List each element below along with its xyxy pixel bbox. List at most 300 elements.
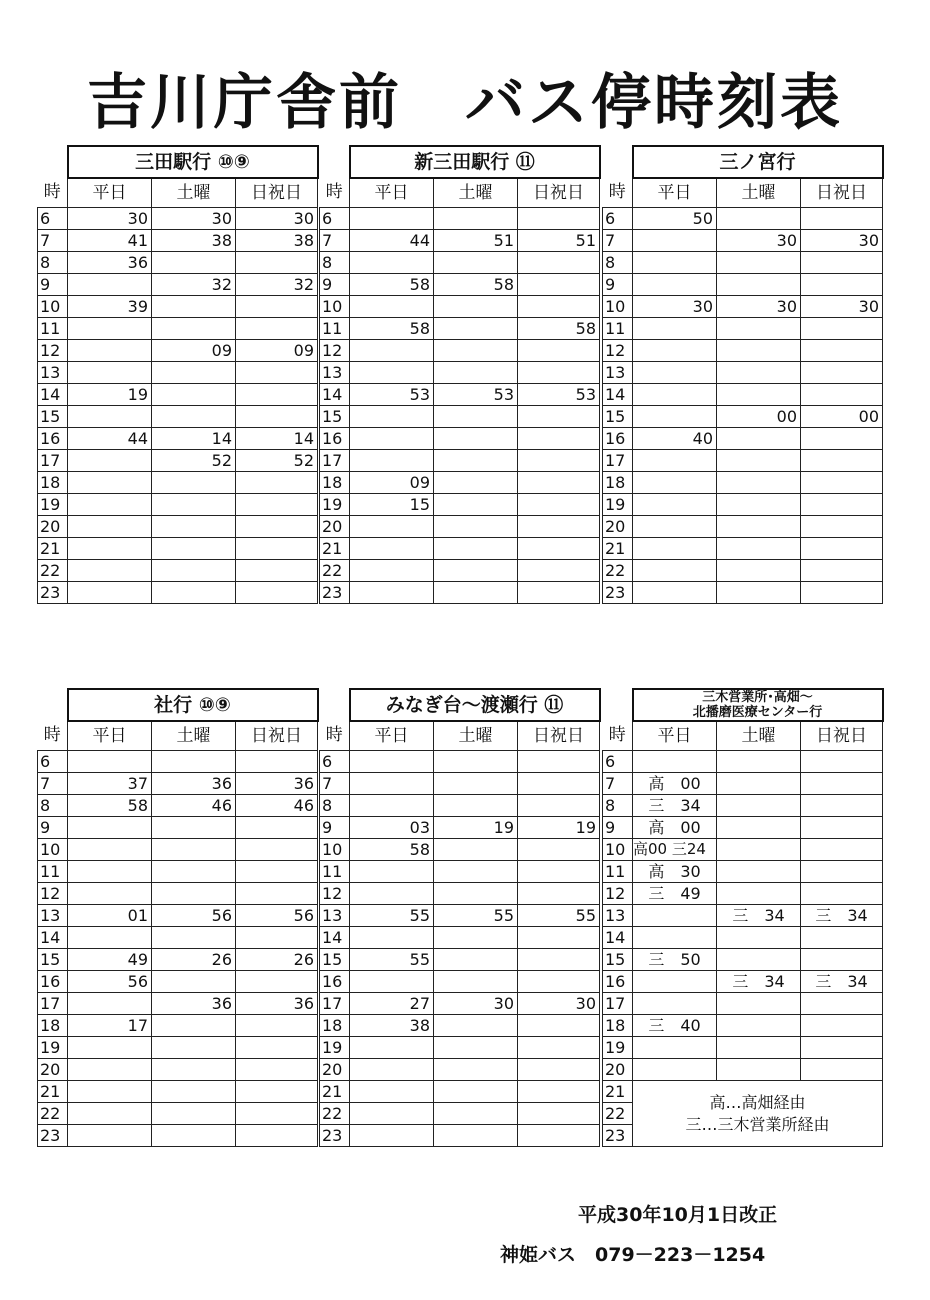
hour-row — [38, 582, 318, 604]
departure-minute — [518, 428, 600, 450]
departure-minute: 30 — [801, 296, 883, 318]
hour-cell: 8 — [38, 795, 68, 817]
hour-row — [603, 1081, 883, 1103]
departure-minute — [68, 362, 152, 384]
hour-cell: 8 — [320, 252, 350, 274]
departure-minute — [633, 905, 717, 927]
departure-minute — [434, 1015, 518, 1037]
departure-minute — [434, 751, 518, 773]
hour-row — [320, 1059, 600, 1081]
departure-minute — [152, 927, 236, 949]
departure-minute — [152, 494, 236, 516]
hour-row — [38, 971, 318, 993]
departure-minute: 58 — [68, 795, 152, 817]
departure-minute — [633, 450, 717, 472]
departure-minute — [801, 839, 883, 861]
departure-minute — [434, 472, 518, 494]
hour-row — [320, 406, 600, 428]
hour-cell: 16 — [603, 428, 633, 450]
departure-minute — [434, 883, 518, 905]
departure-minute — [633, 340, 717, 362]
departure-minute — [434, 773, 518, 795]
departure-minute — [801, 883, 883, 905]
departure-minute — [801, 861, 883, 883]
hour-row — [320, 340, 600, 362]
hour-row — [38, 905, 318, 927]
departure-minute: 58 — [350, 839, 434, 861]
departure-minute — [152, 362, 236, 384]
hour-cell: 12 — [320, 883, 350, 905]
departure-minute: 27 — [350, 993, 434, 1015]
departure-minute — [633, 582, 717, 604]
departure-minute: 38 — [236, 230, 318, 252]
departure-minute — [434, 582, 518, 604]
departure-minute — [236, 1125, 318, 1147]
departure-minute — [236, 516, 318, 538]
departure-minute: 55 — [434, 905, 518, 927]
departure-minute — [350, 1103, 434, 1125]
departure-minute — [236, 560, 318, 582]
hour-cell: 20 — [603, 516, 633, 538]
departure-minute — [717, 1015, 801, 1037]
blank-cell — [603, 146, 633, 178]
hour-cell: 18 — [38, 1015, 68, 1037]
departure-minute — [717, 450, 801, 472]
departure-minute — [434, 362, 518, 384]
day-header: 平日 — [350, 178, 434, 208]
departure-minute — [801, 1015, 883, 1037]
departure-minute — [801, 516, 883, 538]
hour-cell: 17 — [603, 450, 633, 472]
hour-row — [38, 949, 318, 971]
departure-minute: 49 — [68, 949, 152, 971]
departure-minute — [236, 296, 318, 318]
hour-row — [38, 472, 318, 494]
hour-cell: 9 — [603, 817, 633, 839]
hour-cell: 6 — [603, 208, 633, 230]
departure-minute — [717, 927, 801, 949]
hour-cell: 8 — [603, 252, 633, 274]
blank-cell — [320, 689, 350, 721]
departure-minute — [434, 1081, 518, 1103]
hour-header: 時 — [603, 721, 633, 751]
departure-minute — [68, 751, 152, 773]
hour-cell: 9 — [38, 274, 68, 296]
hour-row — [38, 927, 318, 949]
hour-row — [603, 538, 883, 560]
departure-minute: 58 — [518, 318, 600, 340]
hour-cell: 6 — [320, 208, 350, 230]
hour-row — [38, 817, 318, 839]
hour-cell: 12 — [320, 340, 350, 362]
day-header: 日祝日 — [801, 721, 883, 751]
departure-minute — [518, 582, 600, 604]
day-header: 日祝日 — [236, 178, 318, 208]
departure-minute — [152, 861, 236, 883]
hour-row — [320, 817, 600, 839]
hour-cell: 21 — [38, 1081, 68, 1103]
hour-row — [320, 883, 600, 905]
day-header: 平日 — [68, 178, 152, 208]
hour-row — [320, 274, 600, 296]
departure-minute — [518, 1015, 600, 1037]
departure-minute: 38 — [350, 1015, 434, 1037]
hour-row — [38, 362, 318, 384]
hour-row — [38, 1103, 318, 1125]
departure-minute: 58 — [434, 274, 518, 296]
departure-minute — [68, 883, 152, 905]
hour-row — [38, 839, 318, 861]
hour-cell: 12 — [38, 340, 68, 362]
route-title: みなぎ台～渡瀬行 ⑪ — [350, 689, 600, 721]
departure-minute — [801, 927, 883, 949]
departure-minute — [717, 428, 801, 450]
hour-row — [320, 773, 600, 795]
hour-cell: 17 — [603, 993, 633, 1015]
hour-cell: 20 — [38, 516, 68, 538]
departure-minute — [350, 971, 434, 993]
departure-minute: 36 — [152, 993, 236, 1015]
departure-minute: 15 — [350, 494, 434, 516]
departure-minute — [68, 993, 152, 1015]
departure-minute — [518, 751, 600, 773]
departure-minute — [236, 538, 318, 560]
departure-minute — [518, 472, 600, 494]
hour-cell: 15 — [38, 406, 68, 428]
departure-minute — [68, 839, 152, 861]
departure-minute — [717, 252, 801, 274]
departure-minute: 52 — [236, 450, 318, 472]
departure-minute — [350, 1081, 434, 1103]
hour-row — [320, 949, 600, 971]
departure-minute — [236, 494, 318, 516]
hour-row — [603, 883, 883, 905]
day-header: 土曜 — [152, 178, 236, 208]
departure-minute — [350, 751, 434, 773]
day-header: 平日 — [633, 178, 717, 208]
departure-minute: 37 — [68, 773, 152, 795]
hour-cell: 19 — [320, 494, 350, 516]
departure-minute — [633, 1037, 717, 1059]
hour-cell: 18 — [603, 1015, 633, 1037]
route-title: 新三田駅行 ⑪ — [350, 146, 600, 178]
hour-row — [603, 971, 883, 993]
departure-minute — [717, 362, 801, 384]
hour-cell: 11 — [320, 861, 350, 883]
hour-cell: 11 — [603, 318, 633, 340]
hour-row — [38, 538, 318, 560]
hour-cell: 22 — [38, 1103, 68, 1125]
departure-minute — [350, 582, 434, 604]
hour-row — [320, 428, 600, 450]
departure-minute — [717, 560, 801, 582]
departure-minute — [350, 296, 434, 318]
departure-minute: 30 — [717, 230, 801, 252]
departure-minute: 56 — [236, 905, 318, 927]
hour-row — [38, 406, 318, 428]
departure-minute — [68, 494, 152, 516]
departure-minute — [236, 839, 318, 861]
hour-row — [320, 971, 600, 993]
departure-minute — [434, 428, 518, 450]
departure-minute — [801, 560, 883, 582]
departure-minute: 46 — [152, 795, 236, 817]
departure-minute — [68, 1059, 152, 1081]
hour-row — [320, 296, 600, 318]
hour-cell: 7 — [38, 773, 68, 795]
departure-minute: 30 — [801, 230, 883, 252]
hour-cell: 14 — [603, 384, 633, 406]
departure-minute: 01 — [68, 905, 152, 927]
departure-minute — [152, 1125, 236, 1147]
departure-minute — [801, 450, 883, 472]
hour-cell: 23 — [320, 582, 350, 604]
hour-cell: 16 — [38, 428, 68, 450]
departure-minute — [518, 1059, 600, 1081]
departure-minute — [717, 516, 801, 538]
departure-minute — [152, 252, 236, 274]
departure-minute — [717, 582, 801, 604]
hour-row — [38, 751, 318, 773]
departure-minute — [152, 1059, 236, 1081]
departure-minute — [152, 839, 236, 861]
hour-row — [603, 1059, 883, 1081]
departure-minute: 50 — [633, 208, 717, 230]
hour-row — [320, 516, 600, 538]
departure-minute: 44 — [350, 230, 434, 252]
hour-cell: 21 — [603, 538, 633, 560]
hour-row — [38, 318, 318, 340]
legend-box — [633, 1081, 883, 1147]
timetable-6 — [602, 688, 884, 1147]
departure-minute — [518, 208, 600, 230]
departure-minute — [68, 406, 152, 428]
departure-minute: 26 — [236, 949, 318, 971]
day-header: 日祝日 — [518, 721, 600, 751]
hour-row — [603, 340, 883, 362]
departure-minute — [633, 516, 717, 538]
departure-minute — [350, 428, 434, 450]
departure-minute — [717, 1037, 801, 1059]
departure-minute — [801, 1037, 883, 1059]
departure-minute: 52 — [152, 450, 236, 472]
departure-minute: 14 — [236, 428, 318, 450]
departure-minute — [633, 560, 717, 582]
departure-minute — [717, 839, 801, 861]
day-header: 日祝日 — [236, 721, 318, 751]
blank-cell — [320, 146, 350, 178]
departure-minute — [717, 883, 801, 905]
departure-minute — [236, 751, 318, 773]
departure-minute — [717, 751, 801, 773]
hour-row — [320, 472, 600, 494]
departure-minute: 56 — [68, 971, 152, 993]
hour-cell: 23 — [603, 1125, 633, 1147]
departure-minute — [152, 1081, 236, 1103]
departure-minute: 高 00 — [633, 817, 717, 839]
hour-cell: 9 — [320, 817, 350, 839]
hour-row — [38, 296, 318, 318]
departure-minute — [518, 1037, 600, 1059]
hour-row — [320, 1103, 600, 1125]
departure-minute — [717, 861, 801, 883]
blank-cell — [38, 689, 68, 721]
hour-row — [38, 450, 318, 472]
departure-minute — [518, 274, 600, 296]
departure-minute — [801, 1059, 883, 1081]
hour-cell: 19 — [38, 494, 68, 516]
departure-minute — [236, 927, 318, 949]
timetable-3 — [602, 145, 884, 604]
hour-row — [320, 839, 600, 861]
departure-minute — [717, 384, 801, 406]
departure-minute — [350, 516, 434, 538]
departure-minute: 30 — [518, 993, 600, 1015]
day-header: 土曜 — [434, 721, 518, 751]
departure-minute — [350, 560, 434, 582]
departure-minute — [518, 861, 600, 883]
departure-minute: 36 — [236, 773, 318, 795]
departure-minute — [717, 773, 801, 795]
hour-row — [38, 230, 318, 252]
departure-minute — [152, 1037, 236, 1059]
hour-cell: 14 — [320, 384, 350, 406]
hour-cell: 16 — [603, 971, 633, 993]
hour-row — [603, 949, 883, 971]
departure-minute: 09 — [152, 340, 236, 362]
departure-minute — [434, 795, 518, 817]
hour-cell: 10 — [320, 839, 350, 861]
hour-row — [603, 252, 883, 274]
departure-minute — [801, 817, 883, 839]
departure-minute: 51 — [518, 230, 600, 252]
departure-minute: 41 — [68, 230, 152, 252]
hour-cell: 6 — [320, 751, 350, 773]
departure-minute — [518, 362, 600, 384]
hour-row — [603, 208, 883, 230]
departure-minute — [434, 340, 518, 362]
departure-minute: 26 — [152, 949, 236, 971]
departure-minute — [434, 208, 518, 230]
departure-minute — [68, 1125, 152, 1147]
hour-row — [603, 560, 883, 582]
departure-minute — [518, 773, 600, 795]
departure-minute — [801, 362, 883, 384]
departure-minute — [350, 538, 434, 560]
departure-minute — [434, 252, 518, 274]
departure-minute — [434, 450, 518, 472]
hour-row — [603, 494, 883, 516]
hour-row — [38, 340, 318, 362]
departure-minute — [350, 1037, 434, 1059]
departure-minute — [518, 494, 600, 516]
hour-cell: 6 — [38, 751, 68, 773]
hour-row — [320, 861, 600, 883]
day-header: 日祝日 — [801, 178, 883, 208]
departure-minute — [68, 340, 152, 362]
hour-cell: 16 — [320, 428, 350, 450]
departure-minute — [801, 582, 883, 604]
departure-minute — [717, 472, 801, 494]
departure-minute: 38 — [152, 230, 236, 252]
hour-cell: 13 — [38, 362, 68, 384]
hour-cell: 18 — [603, 472, 633, 494]
departure-minute — [633, 538, 717, 560]
departure-minute — [350, 927, 434, 949]
departure-minute: 三 49 — [633, 883, 717, 905]
timetable-2 — [319, 145, 601, 604]
departure-minute: 51 — [434, 230, 518, 252]
departure-minute — [68, 450, 152, 472]
hour-cell: 15 — [603, 406, 633, 428]
hour-cell: 11 — [38, 861, 68, 883]
hour-row — [320, 318, 600, 340]
departure-minute — [236, 472, 318, 494]
hour-row — [603, 384, 883, 406]
hour-row — [38, 516, 318, 538]
hour-header: 時 — [603, 178, 633, 208]
departure-minute — [434, 538, 518, 560]
hour-row — [320, 252, 600, 274]
departure-minute — [350, 861, 434, 883]
hour-row — [38, 274, 318, 296]
departure-minute — [350, 883, 434, 905]
departure-minute — [633, 751, 717, 773]
departure-minute — [633, 494, 717, 516]
blank-cell — [38, 146, 68, 178]
hour-cell: 13 — [603, 905, 633, 927]
departure-minute — [236, 817, 318, 839]
departure-minute: 三 34 — [633, 795, 717, 817]
departure-minute — [518, 795, 600, 817]
hour-cell: 7 — [38, 230, 68, 252]
hour-header: 時 — [320, 721, 350, 751]
departure-minute: 55 — [350, 949, 434, 971]
departure-minute — [350, 340, 434, 362]
hour-row — [320, 905, 600, 927]
hour-cell: 8 — [603, 795, 633, 817]
departure-minute: 19 — [518, 817, 600, 839]
departure-minute — [518, 949, 600, 971]
blank-cell — [603, 689, 633, 721]
departure-minute — [801, 751, 883, 773]
departure-minute — [518, 516, 600, 538]
hour-row — [38, 1037, 318, 1059]
departure-minute — [518, 252, 600, 274]
departure-minute — [236, 861, 318, 883]
departure-minute: 46 — [236, 795, 318, 817]
departure-minute — [518, 1125, 600, 1147]
hour-row — [320, 230, 600, 252]
departure-minute — [152, 560, 236, 582]
departure-minute — [350, 1125, 434, 1147]
departure-minute: 30 — [152, 208, 236, 230]
departure-minute — [633, 971, 717, 993]
departure-minute: 53 — [350, 384, 434, 406]
departure-minute — [801, 384, 883, 406]
route-title: 三木営業所･高畑～ 北播磨医療センター行 — [633, 689, 883, 721]
hour-cell: 11 — [38, 318, 68, 340]
departure-minute: 32 — [152, 274, 236, 296]
hour-row — [320, 1015, 600, 1037]
hour-cell: 21 — [603, 1081, 633, 1103]
departure-minute — [801, 208, 883, 230]
departure-minute — [68, 861, 152, 883]
departure-minute: 03 — [350, 817, 434, 839]
departure-minute: 三 50 — [633, 949, 717, 971]
departure-minute — [350, 1059, 434, 1081]
departure-minute: 高 00 — [633, 773, 717, 795]
